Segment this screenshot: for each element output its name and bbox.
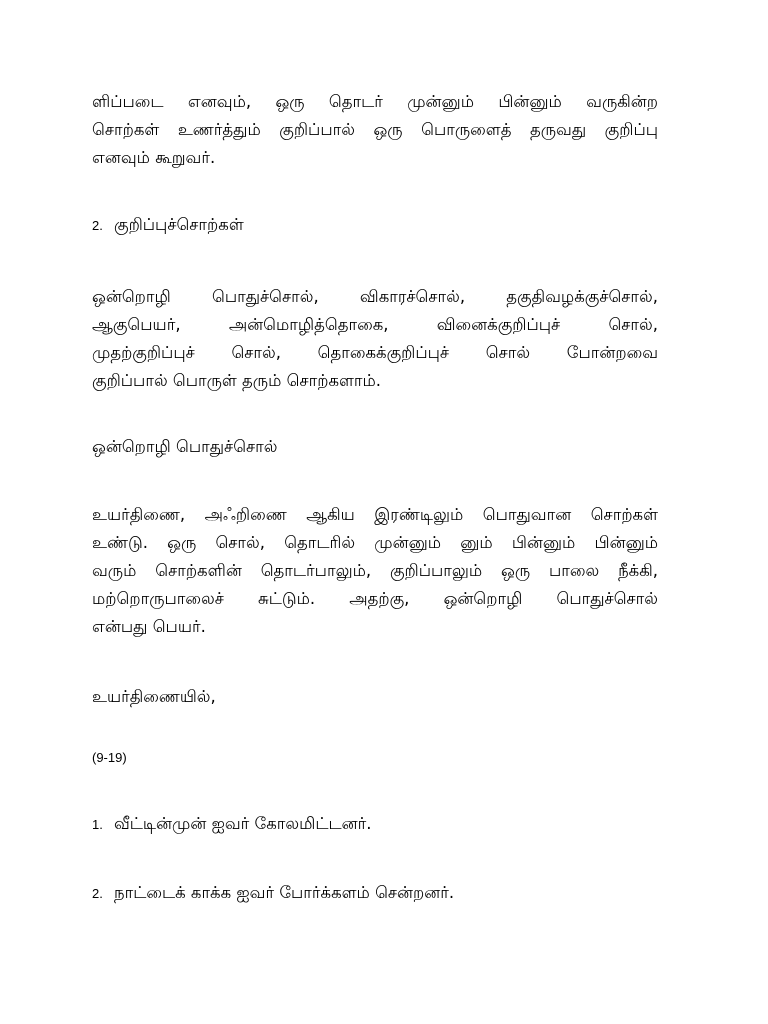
paragraph-ondrozhi-explanation <box>92 501 658 641</box>
text-line: ளிப்படை எனவும், ஒரு தொடர் முன்னும் பின்னும் வருகின்ற <box>92 92 658 111</box>
section-heading-kurippuchorkal <box>92 211 244 240</box>
example-item-2 <box>92 879 454 908</box>
text-line: மற்றொருபாலைச் சுட்டும். அதற்கு, ஒன்றொழி பொதுச்சொல் <box>92 589 658 608</box>
text-line: உண்டு. ஒரு சொல், தொடரில் முன்னும் னும் பின்னும் பின்னும் <box>92 533 658 552</box>
section-number: 2. <box>92 218 103 233</box>
text-line: என்பது பெயர். <box>92 617 206 636</box>
item-number: 2. <box>92 886 103 901</box>
text-line: வரும் சொற்களின் தொடர்பாலும், குறிப்பாலும் ஒரு பாலை நீக்கி, <box>92 561 658 580</box>
text-line: சொற்கள் உணர்த்தும் குறிப்பால் ஒரு பொருளைத் தருவது குறிப்பு <box>92 120 658 139</box>
reference-number: (9-19) <box>92 750 127 765</box>
item-text: நாட்டைக் காக்க ஐவர் போர்க்களம் சென்றனர். <box>114 883 455 902</box>
text-line: எனவும் கூறுவர். <box>92 148 216 167</box>
paragraph-intro-continuation <box>92 88 658 172</box>
subheading-uyarthinai <box>92 683 216 711</box>
text-line: குறிப்பால் பொருள் தரும் சொற்களாம். <box>92 371 382 390</box>
text-line: உயர்திணை, அஃறிணை ஆகிய இரண்டிலும் பொதுவான சொற்கள் <box>92 505 658 524</box>
text-line: ஒன்றொழி பொதுச்சொல், விகாரச்சொல், தகுதிவழக்குச்சொல், <box>92 287 658 306</box>
subheading-text: ஒன்றொழி பொதுச்சொல் <box>92 437 278 456</box>
subheading-text: உயர்திணையில், <box>92 687 216 706</box>
paragraph-kurippu-list <box>92 283 658 395</box>
section-title: குறிப்புச்சொற்கள் <box>114 215 244 234</box>
item-number: 1. <box>92 817 103 832</box>
subheading-ondrozhi-podhuchol <box>92 433 278 461</box>
text-line: முதற்குறிப்புச் சொல், தொகைக்குறிப்புச் சொல் போன்றவை <box>92 343 658 362</box>
text-line: ஆகுபெயர், அன்மொழித்தொகை, வினைக்குறிப்புச் சொல், <box>92 315 658 334</box>
item-text: வீட்டின்முன் ஐவர் கோலமிட்டனர். <box>114 814 372 833</box>
example-item-1 <box>92 810 371 839</box>
